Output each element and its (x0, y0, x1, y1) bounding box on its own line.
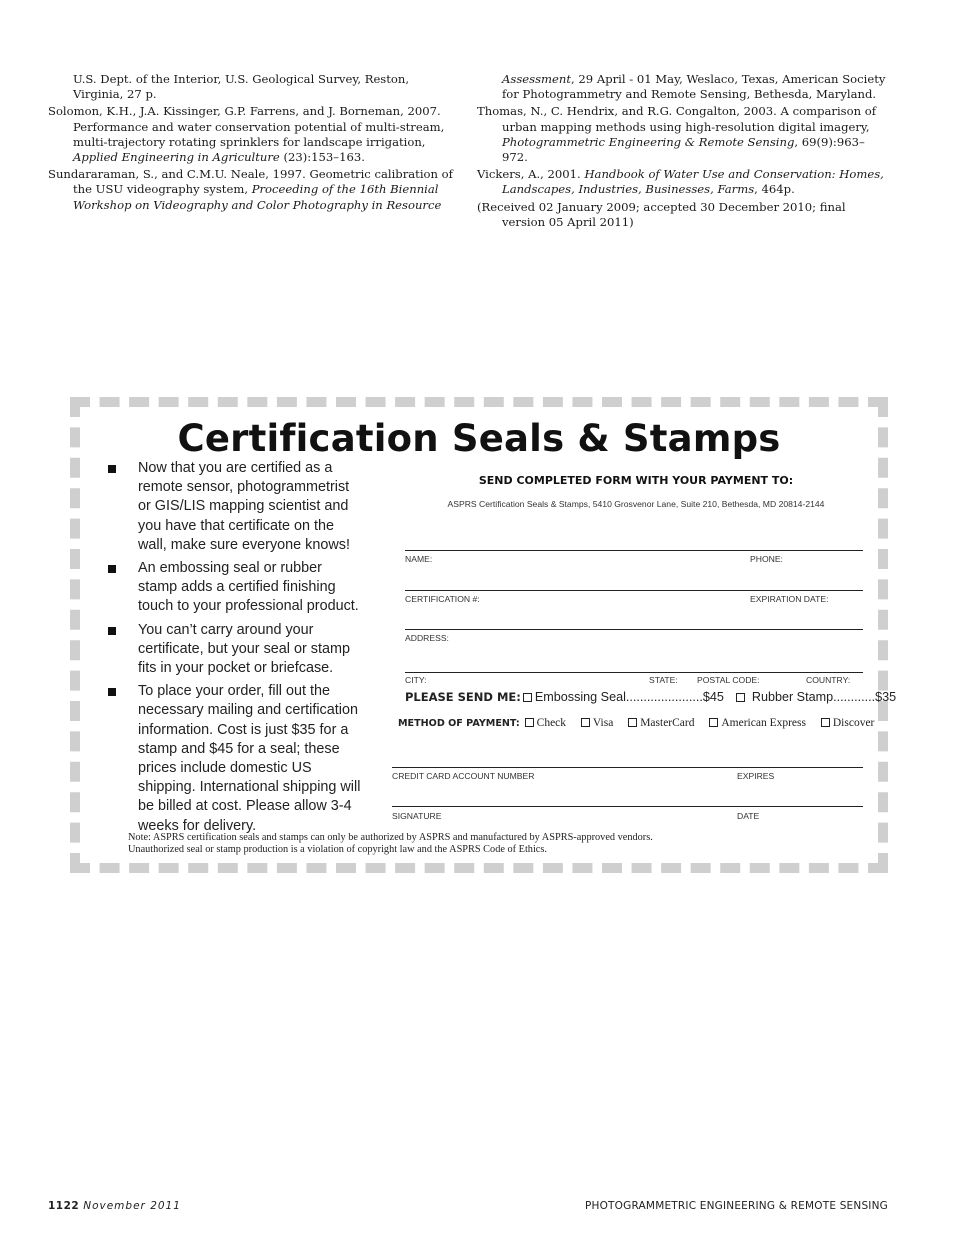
reference-entry: Vickers, A., 2001. Handbook of Water Use and Conservation: Homes, Landscapes, Industries, Businesses, Farms, 464p. (477, 167, 884, 197)
issue-date: November 2011 (83, 1200, 181, 1212)
credit-card-number-field[interactable] (392, 767, 863, 768)
page-footer-left (48, 1200, 181, 1212)
payment-option-discover: Discover (832, 717, 875, 729)
embossing-seal-option: Embossing Seal......................$45 (534, 690, 724, 704)
visa-checkbox[interactable] (581, 718, 590, 727)
rubber-stamp-checkbox[interactable] (736, 693, 745, 702)
journal-name: PHOTOGRAMMETRIC ENGINEERING & REMOTE SENSING (584, 1200, 888, 1212)
benefit-item: Now that you are certified as a remote sensor, photogrammetrist or GIS/LIS mapping scientist and you have that certificate on the wall, make sure everyone knows! (104, 459, 364, 555)
benefit-item: You can’t carry around your certificate, but your seal or stamp fits in your pocket or briefcase. (104, 621, 364, 679)
benefit-item: To place your order, fill out the necessary mailing and certification information. Cost is just $35 for a stamp and $45 for a seal; these prices include domestic US shipping. International shipping will be billed at cost. Please allow 3-4 weeks for delivery. (104, 682, 364, 836)
payment-option-mastercard: MasterCard (640, 717, 695, 729)
name-field[interactable] (405, 550, 863, 551)
send-address: ASPRS Certification Seals & Stamps, 5410 Grosvenor Lane, Suite 210, Bethesda, MD 20814-2144 (447, 499, 825, 509)
phone-label: PHONE: (750, 554, 783, 564)
payment-option-check: Check (536, 717, 567, 729)
signature-label: SIGNATURE (392, 811, 442, 821)
address-field[interactable] (405, 629, 863, 630)
certification-number-label: CERTIFICATION #: (405, 594, 480, 604)
received-note: (Received 02 January 2009; accepted 30 December 2010; final version 05 April 2011) (477, 199, 846, 229)
bullet-square-icon (108, 565, 116, 573)
payment-option-visa: Visa (592, 717, 614, 729)
references-left-column (48, 72, 456, 215)
send-me-label: PLEASE SEND ME: (405, 690, 521, 704)
ad-title: Certification Seals & Stamps (177, 417, 781, 460)
reference-entry: U.S. Dept. of the Interior, U.S. Geological Survey, Reston, Virginia, 27 p. (73, 72, 410, 102)
signature-field[interactable] (392, 806, 863, 807)
payment-method-row (398, 717, 884, 729)
american-express-checkbox[interactable] (709, 718, 718, 727)
bullet-square-icon (108, 627, 116, 635)
certification-order-form (70, 397, 897, 873)
reference-entry: Sundararaman, S., and C.M.U. Neale, 1997. Geometric calibration of the USU videography system, Proceeding of the 16th Biennial Workshop on Videography and Color Photography in Resource (48, 167, 453, 212)
references-right-column (477, 72, 889, 232)
bullet-square-icon (108, 688, 116, 696)
bullet-square-icon (108, 465, 116, 473)
reference-entry: Thomas, N., C. Hendrix, and R.G. Congalton, 2003. A comparison of urban mapping methods using high-resolution digital imagery, Photogrammetric Engineering & Remote Sensing, 69(9):963–972. (477, 104, 877, 165)
mastercard-checkbox[interactable] (628, 718, 637, 727)
reference-entry: Solomon, K.H., J.A. Kissinger, G.P. Farrens, and J. Borneman, 2007. Performance and water conservation potential of multi-stream, multi-trajectory rotating sprinklers for landscape irrigation, Applied Engineering in Agriculture (23):153–163. (48, 104, 445, 165)
discover-checkbox[interactable] (821, 718, 830, 727)
city-label: CITY: (405, 675, 427, 685)
benefit-item: An embossing seal or rubber stamp adds a certified finishing touch to your professional product. (104, 559, 364, 617)
name-label: NAME: (405, 554, 433, 564)
certification-number-field[interactable] (405, 590, 863, 591)
credit-card-label: CREDIT CARD ACCOUNT NUMBER (392, 771, 535, 781)
page-number: 1122 (48, 1200, 80, 1212)
send-heading: SEND COMPLETED FORM WITH YOUR PAYMENT TO: (478, 474, 794, 487)
postal-code-label: POSTAL CODE: (697, 675, 760, 685)
authorization-note: Note: ASPRS certification seals and stamps can only be authorized by ASPRS and manufactured by ASPRS-approved vendors. Unauthorized seal or stamp production is a violation of copyright law and the ASPRS Code of Ethics. (128, 832, 653, 856)
address-label: ADDRESS: (405, 633, 449, 643)
city-field[interactable] (405, 672, 863, 673)
reference-entry: Assessment, 29 April - 01 May, Weslaco, Texas, American Society for Photogrammetry and Remote Sensing, Bethesda, Maryland. (502, 72, 886, 102)
state-label: STATE: (649, 675, 678, 685)
rubber-stamp-option: Rubber Stamp............$35 (751, 690, 897, 704)
expires-label: EXPIRES (737, 771, 775, 781)
payment-option-amex: American Express (721, 717, 806, 729)
embossing-seal-checkbox[interactable] (523, 693, 532, 702)
payment-label: METHOD OF PAYMENT: (398, 718, 520, 729)
date-label: DATE (737, 811, 760, 821)
expiration-date-label: EXPIRATION DATE: (750, 594, 829, 604)
product-selection-row (405, 690, 896, 704)
country-label: COUNTRY: (806, 675, 851, 685)
check-checkbox[interactable] (525, 718, 534, 727)
benefit-list (104, 459, 364, 840)
